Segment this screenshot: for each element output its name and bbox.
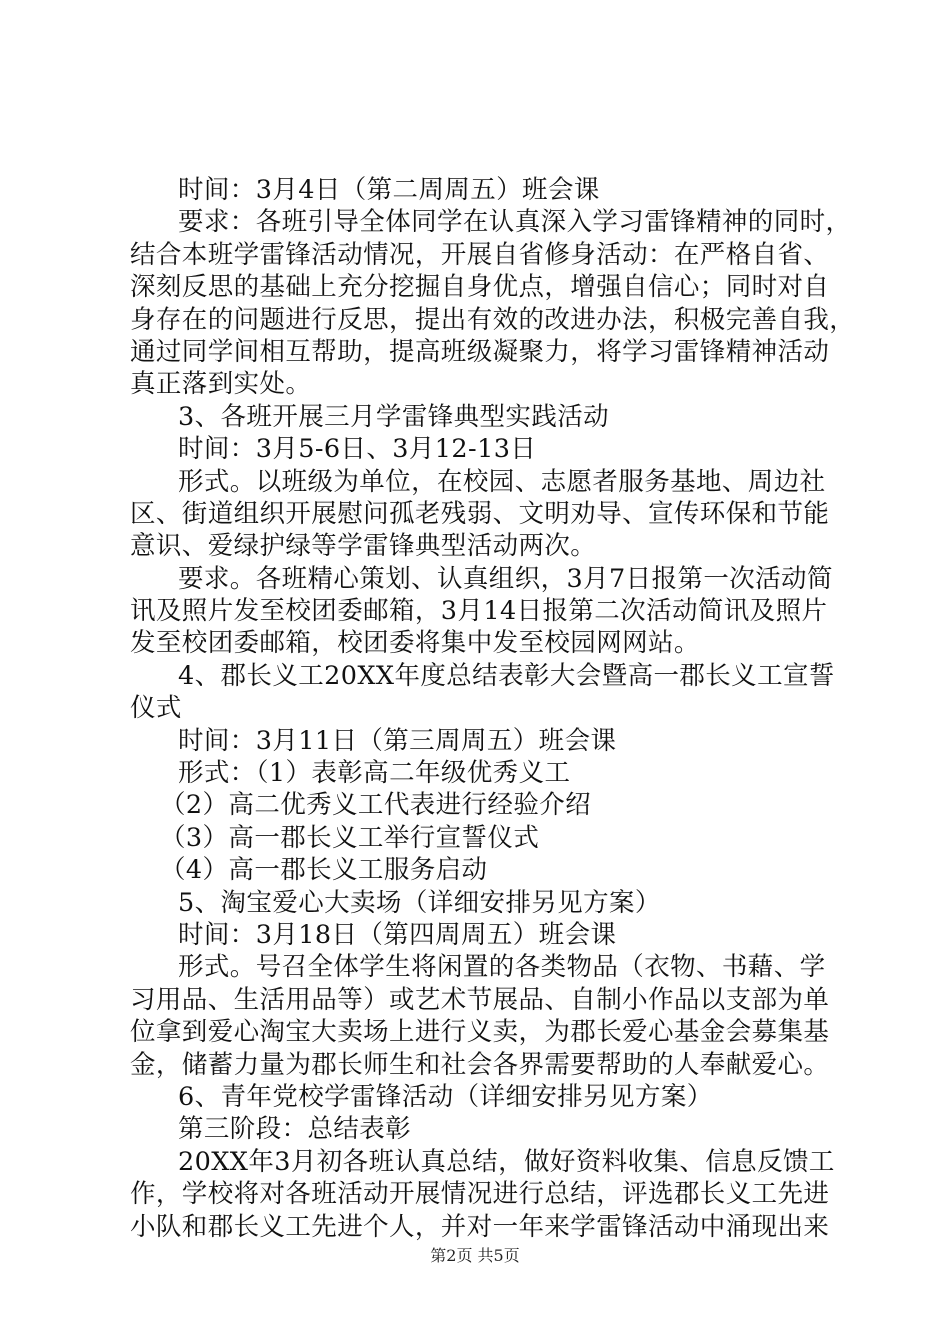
text-line: 讯及照片发至校团委邮箱，3月14日报第二次活动简讯及照片 (130, 596, 828, 627)
text-line: 形式：（1）表彰高二年级优秀义工 (178, 758, 571, 789)
text-line: 要求：各班引导全体同学在认真深入学习雷锋精神的同时， (178, 207, 852, 238)
text-line: 结合本班学雷锋活动情况，开展自省修身活动：在严格自省、 (130, 239, 830, 270)
text-line: 真正落到实处。 (130, 369, 312, 400)
text-line: 通过同学间相互帮助，提高班级凝聚力，将学习雷锋精神活动 (130, 336, 830, 367)
text-line: 时间：3月5-6日、3月12-13日 (178, 434, 537, 465)
text-line: 意识、爱绿护绿等学雷锋典型活动两次。 (130, 531, 597, 562)
text-line: 时间：3月18日（第四周周五）班会课 (178, 919, 617, 950)
text-line: 深刻反思的基础上充分挖掘自身优点，增强自信心；同时对自 (130, 272, 830, 303)
text-line: 形式。以班级为单位，在校园、志愿者服务基地、周边社 (178, 466, 826, 497)
text-line: 小队和郡长义工先进个人，并对一年来学雷锋活动中涌现出来 (130, 1211, 830, 1242)
text-line: （4）高一郡长义工服务启动 (160, 855, 488, 886)
text-line: 仪式 (130, 693, 182, 724)
text-line: （2）高二优秀义工代表进行经验介绍 (160, 790, 592, 821)
text-line: 4、郡长义工20XX年度总结表彰大会暨高一郡长义工宣誓 (178, 660, 835, 691)
text-line: 作，学校将对各班活动开展情况进行总结，评选郡长义工先进 (130, 1179, 830, 1210)
text-line: 6、青年党校学雷锋活动（详细安排另见方案） (178, 1081, 713, 1112)
text-line: 第三阶段：总结表彰 (178, 1114, 412, 1145)
page-footer (0, 1246, 950, 1266)
text-line: 金，储蓄力量为郡长师生和社会各界需要帮助的人奉献爱心。 (130, 1049, 830, 1080)
text-line: 时间：3月11日（第三周周五）班会课 (178, 725, 617, 756)
text-line: 形式。号召全体学生将闲置的各类物品（衣物、书藉、学 (178, 952, 826, 983)
page-number: 第2页 共5页 (430, 1246, 520, 1265)
document-body (0, 174, 950, 1243)
text-line: 时间：3月4日（第二周周五）班会课 (178, 175, 600, 205)
text-line: 5、淘宝爱心大卖场（详细安排另见方案） (178, 887, 661, 918)
text-line: 习用品、生活用品等）或艺术节展品、自制小作品以支部为单 (130, 984, 830, 1015)
text-line: 3、各班开展三月学雷锋典型实践活动 (178, 401, 610, 432)
text-line: 身存在的问题进行反思，提出有效的改进办法，积极完善自我， (130, 304, 856, 335)
text-line: 20XX年3月初各班认真总结，做好资料收集、信息反馈工 (178, 1146, 835, 1177)
text-line: 发至校团委邮箱，校团委将集中发至校园网网站。 (130, 628, 700, 659)
text-line: 位拿到爱心淘宝大卖场上进行义卖，为郡长爱心基金会募集基 (130, 1017, 830, 1048)
text-line: （3）高一郡长义工举行宣誓仪式 (160, 822, 540, 853)
text-line: 要求。各班精心策划、认真组织，3月7日报第一次活动简 (178, 563, 833, 594)
text-line: 区、街道组织开展慰问孤老残弱、文明劝导、宣传环保和节能 (130, 498, 830, 529)
